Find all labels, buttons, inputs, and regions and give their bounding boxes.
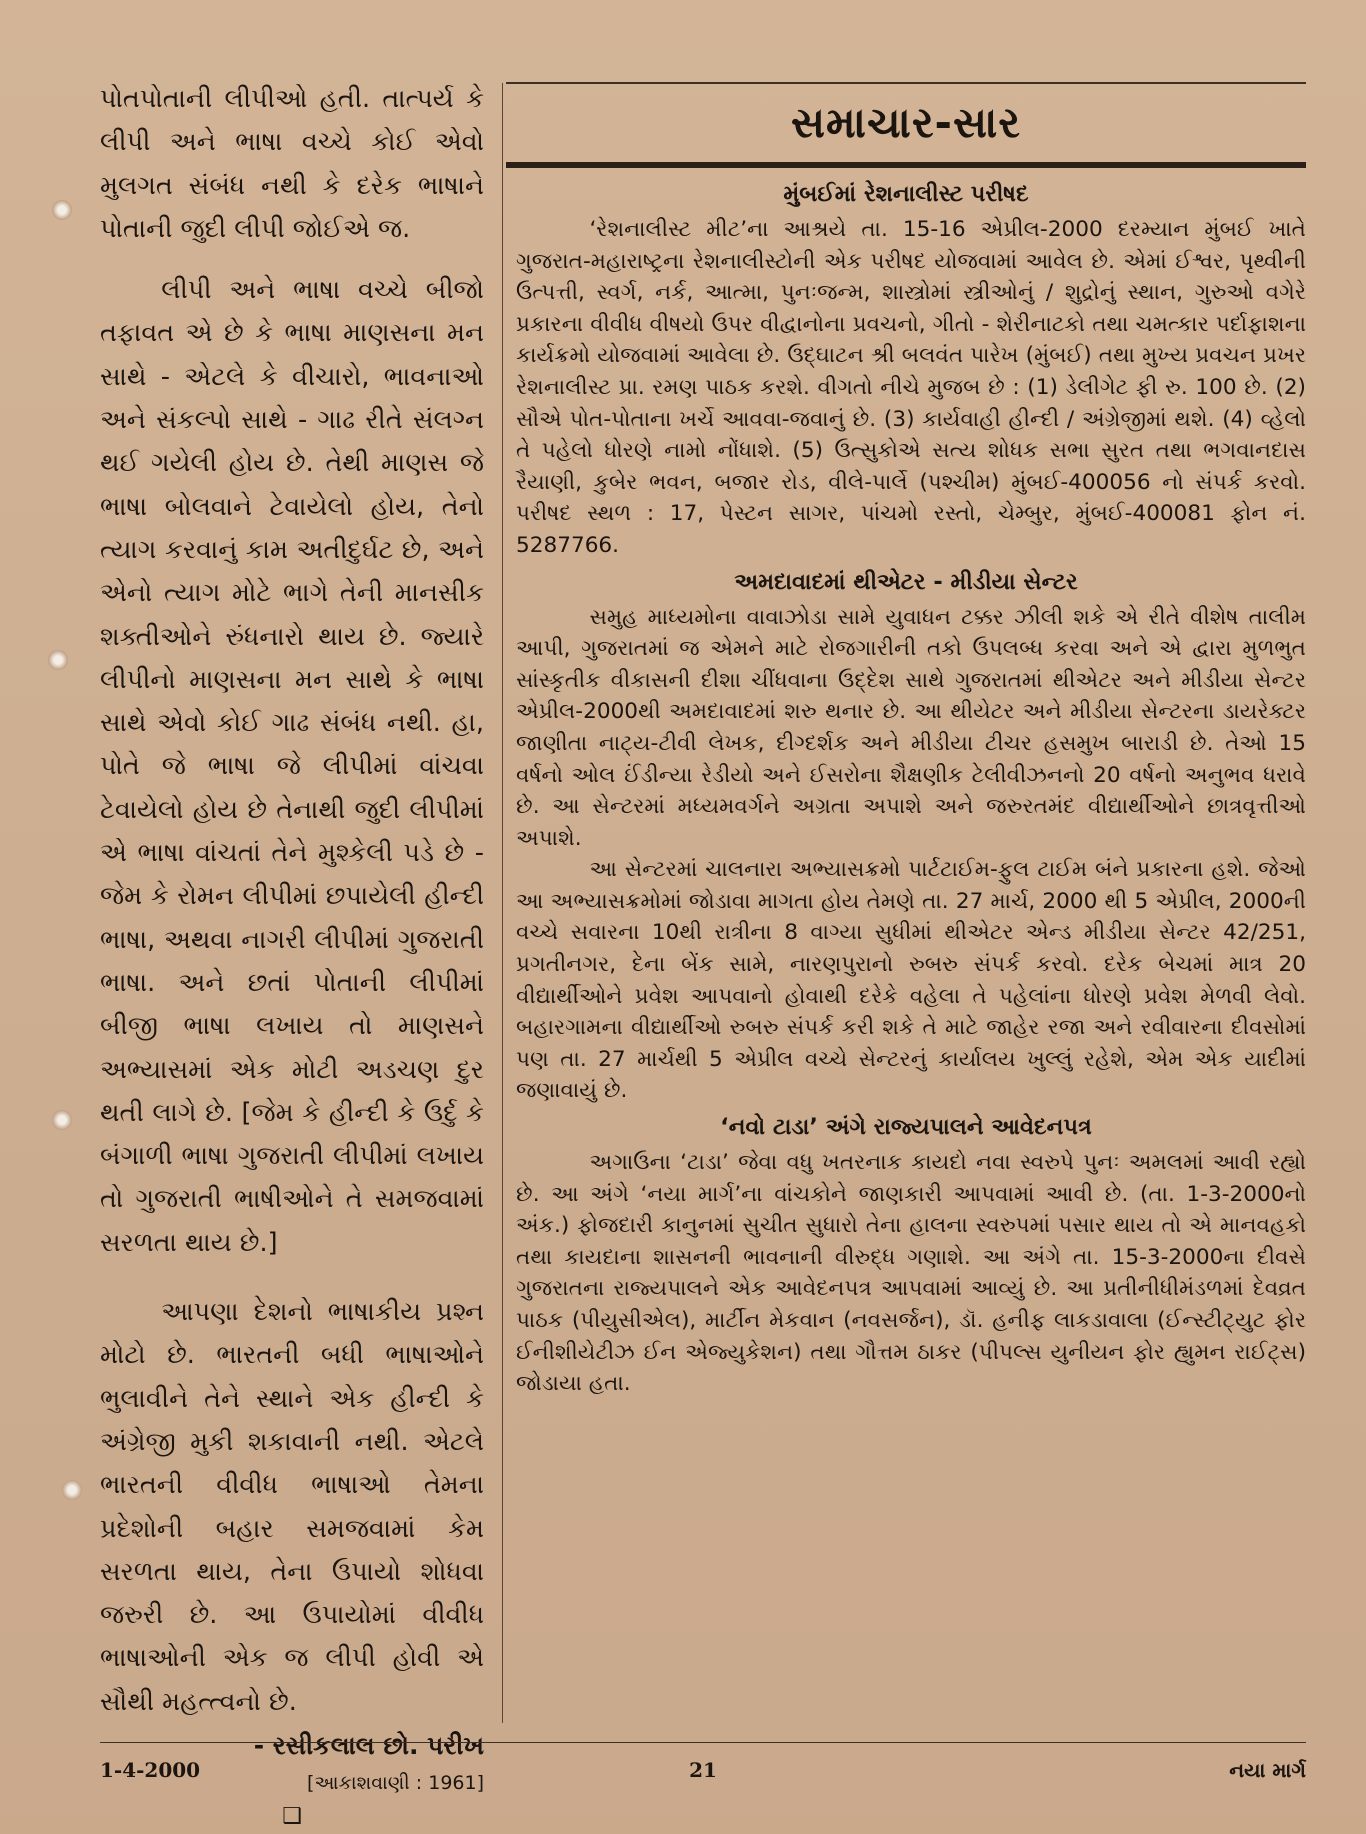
binding-hole [52,200,72,220]
binding-hole [48,650,68,670]
news-headline: મુંબઈમાં રેશનાલીસ્ટ પરીષદ [783,181,1029,207]
source-citation: [આકાશવાણી : 1961] [306,1771,484,1794]
section-masthead: સમાચાર-સાર [790,98,1022,147]
right-column-news [506,82,1306,1400]
left-column-article [100,78,484,1834]
binding-hole [52,1110,72,1130]
magazine-name: નયા માર્ગ [1229,1758,1306,1782]
footer-rule [100,1742,1306,1743]
left-paragraph: પોતપોતાની લીપીઓ હતી. તાત્પર્ય કે લીપી અને ભાષા વચ્ચે કોઈ એવો મુલગત સંબંધ નથી કે દરેક ભાષાને પોતાની જુદી લીપી જોઈએ જ. [100,84,484,244]
column-divider [502,83,503,1723]
left-paragraph: આપણા દેશનો ભાષાકીય પ્રશ્ન મોટો છે. ભારતની બધી ભાષાઓને ભુલાવીને તેને સ્થાને એક હીન્દી કે અંગ્રેજી મુકી શકાવાની નથી. એટલે ભારતની વીવીધ ભાષાઓ તેમના પ્રદેશોની બહાર સમજવામાં કેમ સરળતા થાય, તેના ઉપાયો શોધવા જરુરી છે. આ ઉપાયોમાં વીવીધ ભાષાઓની એક જ લીપી હોવી એ સૌથી મહત્ત્વનો છે. [100,1297,484,1717]
end-mark: ❑ [282,1803,302,1829]
issue-date: 1-4-2000 [100,1758,201,1782]
news-paragraph: આ સેન્ટરમાં ચાલનારા અભ્યાસક્રમો પાર્ટટાઈમ-ફુલ ટાઈમ બંને પ્રકારના હશે. જેઓ આ અભ્યાસક્રમોમાં જોડાવા માગતા હોય તેમણે તા. 27 માર્ચ, 2000 થી 5 એપ્રીલ, 2000ની વચ્ચે સવારના 10થી રાત્રીના 8 વાગ્યા સુધીમાં થીએટર એન્ડ મીડીયા સેન્ટર 42/251, પ્રગતીનગર, દેના બેંક સામે, નારણપુરાનો રુબરુ સંપર્ક કરવો. દરેક બેચમાં માત્ર 20 વીદ્યાર્થીઓને પ્રવેશ આપવાનો હોવાથી દરેકે વહેલા તે પહેલાંના ધોરણે પ્રવેશ મેળવી લેવો. બહારગામના વીદ્યાર્થીઓ રુબરુ સંપર્ક કરી શકે તે માટે જાહેર રજા અને રવીવારના દીવસોમાં પણ તા. 27 માર્ચથી 5 એપ્રીલ વચ્ચે સેન્ટરનું કાર્યાલય ખુલ્લું રહેશે, એમ એક યાદીમાં જણાવાયું છે. [516,857,1306,1104]
author-signature: - રસીકલાલ છો. પરીખ [253,1730,484,1760]
masthead-bottom-rule [506,162,1306,168]
left-paragraph: લીપી અને ભાષા વચ્ચે બીજો તફાવત એ છે કે ભાષા માણસના મન સાથે - એટલે કે વીચારો, ભાવનાઓ અને સંકલ્પો સાથે - ગાઢ રીતે સંલગ્ન થઈ ગયેલી હોય છે. તેથી માણસ જે ભાષા બોલવાને ટેવાયેલો હોય, તેનો ત્યાગ કરવાનું કામ અતીદુર્ઘટ છે, અને એનો ત્યાગ મોટે ભાગે તેની માનસીક શક્તીઓને રુંધનારો થાય છે. જ્યારે લીપીનો માણસના મન સાથે કે ભાષા સાથે એવો કોઈ ગાઢ સંબંધ નથી. હા, પોતે જે ભાષા જે લીપીમાં વાંચવા ટેવાયેલો હોય છે તેનાથી જુદી લીપીમાં એ ભાષા વાંચતાં તેને મુશ્કેલી પડે છે - જેમ કે રોમન લીપીમાં છપાયેલી હીન્દી ભાષા, અથવા નાગરી લીપીમાં ગુજરાતી ભાષા. અને છતાં પોતાની લીપીમાં બીજી ભાષા લખાય તો માણસને અભ્યાસમાં એક મોટી અડચણ દુર થતી લાગે છે. [જેમ કે હીન્દી કે ઉર્દુ કે બંગાળી ભાષા ગુજરાતી લીપીમાં લખાય તો ગુજરાતી ભાષીઓને તે સમજવામાં સરળતા થાય છે.] [100,275,484,1258]
page-number: 21 [689,1758,717,1782]
news-headline: અમદાવાદમાં થીએટર - મીડીયા સેન્ટર [734,568,1078,595]
news-paragraph: ‘રેશનાલીસ્ટ મીટ’ના આશ્રયે તા. 15-16 એપ્રીલ-2000 દરમ્યાન મુંબઈ ખાતે ગુજરાત-મહારાષ્ટ્રના રેશનાલીસ્ટોની એક પરીષદ યોજવામાં આવેલ છે. એમાં ઈશ્વર, પૃથ્વીની ઉત્પત્તી, સ્વર્ગ, નર્ક, આત્મા, પુનઃજન્મ, શાસ્ત્રોમાં સ્ત્રીઓનું / શુદ્રોનું સ્થાન, ગુરુઓ વગેરે પ્રકારના વીવીધ વીષયો ઉપર વીદ્વાનોના પ્રવચનો, ગીતો - શેરીનાટકો તથા ચમત્કાર પર્દાફાશના કાર્યક્રમો યોજવામાં આવેલા છે. ઉદ્‌ઘાટન શ્રી બલવંત પારેખ (મુંબઈ) તથા મુખ્ય પ્રવચન પ્રખર રેશનાલીસ્ટ પ્રા. રમણ પાઠક કરશે. વીગતો નીચે મુજબ છે : (1) ડેલીગેટ ફી રુ. 100 છે. (2) સૌએ પોત-પોતાના ખર્ચે આવવા-જવાનું છે. (3) કાર્યવાહી હીન્દી / અંગ્રેજીમાં થશે. (4) વ્હેલો તે પહેલો ધોરણે નામો નોંધાશે. (5) ઉત્સુકોએ સત્ય શોધક સભા સુરત તથા ભગવાનદાસ રૈયાણી, કુબેર ભવન, બજાર રોડ, વીલે-પાર્લે (પશ્ચીમ) મુંબઈ-400056 નો સંપર્ક કરવો. પરીષદ સ્થળ : 17, પેસ્ટન સાગર, પાંચમો રસ્તો, ચેમ્બુર, મુંબઈ-400081 ફોન નં. 5287766. [516,217,1306,558]
news-headline: ‘નવો ટાડા’ અંગે રાજ્યપાલને આવેદનપત્ર [720,1114,1092,1141]
binding-hole [62,1480,82,1500]
news-paragraph: અગાઉના ‘ટાડા’ જેવા વધુ ખતરનાક કાયદો નવા સ્વરુપે પુનઃ અમલમાં આવી રહ્યો છે. આ અંગે ‘નયા માર્ગ’ના વાંચકોને જાણકારી આપવામાં આવી છે. (તા. 1-3-2000નો અંક.) ફોજદારી કાનુનમાં સુચીત સુધારો તેના હાલના સ્વરુપમાં પસાર થાય તો એ માનવહકો તથા કાયદાના શાસનની ભાવનાની વીરુદ્ધ ગણાશે. આ અંગે તા. 15-3-2000ના દીવસે ગુજરાતના રાજ્યપાલને એક આવેદનપત્ર આપવામાં આવ્યું છે. આ પ્રતીનીધીમંડળમાં દેવવ્રત પાઠક (પીયુસીએલ), માર્ટીન મેકવાન (નવસર્જન), ડૉ. હનીફ લાકડાવાલા (ઈન્સ્ટીટ્યુટ ફોર ઈનીશીયેટીઝ ઈન એજ્યુકેશન) તથા ગૌત્તમ ઠાકર (પીપલ્સ યુનીયન ફોર હ્યુમન રાઈટ્સ) જોડાયા હતા. [516,1150,1306,1397]
news-paragraph: સમુહ માધ્યમોના વાવાઝોડા સામે યુવાધન ટક્કર ઝીલી શકે એ રીતે વીશેષ તાલીમ આપી, ગુજરાતમાં જ એમને માટે રોજગારીની તકો ઉપલબ્ધ કરવા અને એ દ્વારા મુળભુત સાંસ્કૃતીક વીકાસની દીશા ચીંધવાના ઉદ્દેશ સાથે ગુજરાતમાં થીએટર અને મીડીયા સેન્ટર એપ્રીલ-2000થી અમદાવાદમાં શરુ થનાર છે. આ થીયેટર અને મીડીયા સેન્ટરના ડાયરેક્ટર જાણીતા નાટ્ય-ટીવી લેખક, દીગ્દર્શક અને મીડીયા ટીચર હસમુખ બારાડી છે. તેઓ 15 વર્ષનો ઓલ ઈંડીન્યા રેડીયો અને ઈસરોના શૈક્ષણીક ટેલીવીઝનનો 20 વર્ષનો અનુભવ ધરાવે છે. આ સેન્ટરમાં મધ્યમવર્ગને અગ્રતા અપાશે અને જરુરતમંદ વીદ્યાર્થીઓને છાત્રવૃત્તીઓ અપાશે. [516,604,1306,851]
